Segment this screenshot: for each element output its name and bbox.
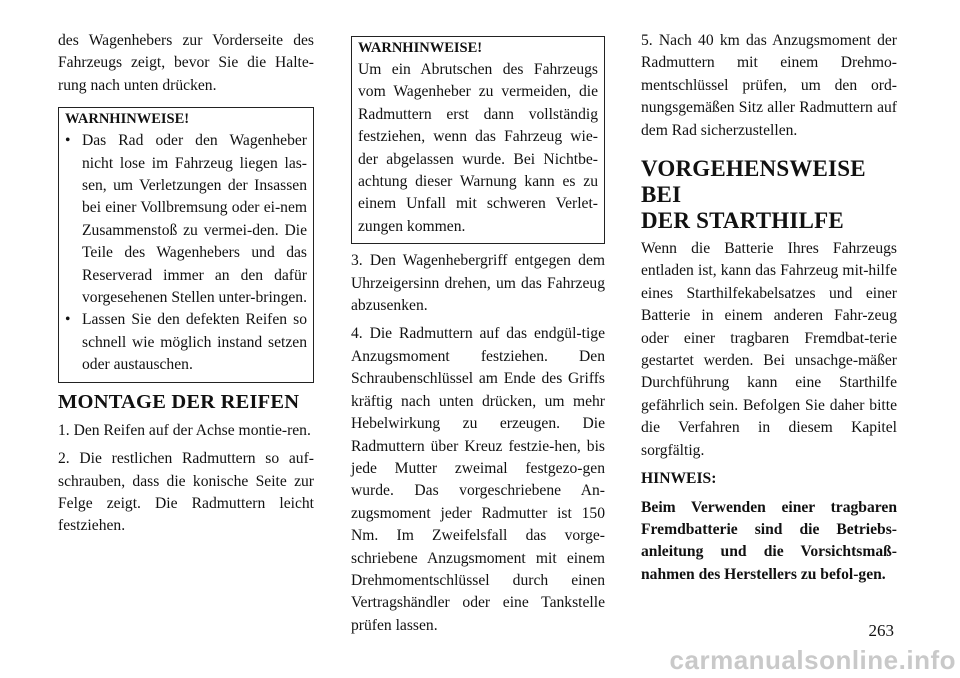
step-paragraph: 5. Nach 40 km das Anzugsmoment der Radmuttern mit einem Drehmo-mentschlüssel prüfen, um den ord-nungsgemäßen Sitz aller Radmuttern auf dem Rad sicherzustellen. [641, 32, 897, 139]
bullet-icon: • [65, 311, 71, 329]
warning-text: Um ein Abrutschen des Fahrzeugs vom Wagenheber zu vermeiden, die Radmuttern erst dann vollständig festziehen, wenn das Fahrzeug wie-der abgelassen wurde. Bei Nichtbe-achtung dieser Warnung kann es zu einem Unfall mit schweren Verlet-zungen kommen. [358, 61, 598, 235]
warning-title: WARNHINWEISE! [65, 111, 190, 128]
heading-line: VORGEHENSWEISE BEI [641, 156, 866, 208]
warning-box-tools [58, 107, 314, 382]
note-text: Beim Verwenden einer tragbaren Fremdbatterie sind die Betriebs-anleitung und die Vorsichtsmaß-nahmen des Herstellers zu befol-gen. [641, 498, 897, 583]
step-paragraph: 1. Den Reifen auf der Achse montie-ren. [58, 421, 311, 439]
intro-paragraph: des Wagenhebers zur Vorderseite des Fahrzeugs zeigt, bevor Sie die Halte-rung nach unten drücken. [58, 32, 314, 94]
step-paragraph: 3. Den Wagenhebergriff entgegen dem Uhrzeigersinn drehen, um das Fahrzeug abzusenken. [351, 252, 605, 315]
warning-item [65, 130, 307, 309]
warning-item-text: Lassen Sie den defekten Reifen so schnell wie möglich instand setzen oder austauschen. [82, 311, 307, 374]
bullet-icon: • [65, 132, 71, 150]
heading-line: DER STARTHILFE [641, 208, 844, 234]
column-left [58, 30, 314, 544]
section-heading-tire-mounting: MONTAGE DER REIFEN [58, 390, 300, 413]
warning-item [65, 309, 307, 376]
step-paragraph: 4. Die Radmuttern auf das endgül-tige Anzugsmoment festziehen. Den Schraubenschlüssel am Ende des Griffs kräftig nach unten drücken, um mehr Hebelwirkung zu erzeugen. Die Radmuttern über Kreuz festzie-hen, bis jede Mutter zweimal festgezo-gen wurde. Das vorgeschriebene An-zugsmoment jeder Radmutter ist 150 Nm. Im Zweifelsfall das vorge-schriebene Anzugsmoment mit einem Drehmomentschlüssel durch einen Vertragshändler oder eine Tankstelle prüfen lassen. [351, 325, 605, 634]
warning-title: WARNHINWEISE! [358, 40, 483, 56]
warning-list [65, 130, 307, 376]
watermark: carmanualsonline.info [669, 645, 956, 675]
jump-start-paragraph: Wenn die Batterie Ihres Fahrzeugs entladen ist, kann das Fahrzeug mit-hilfe eines Starthilfekabelsatzes und einer Batterie in einem anderen Fahr-zeug oder einer tragbaren Fremdbat-terie gestartet werden. Bei unsachge-mäßer Durchführung kann eine Starthilfe gefährlich sein. Befolgen Sie daher bitte die Verfahren in diesem Kapitel sorgfältig. [641, 240, 897, 459]
section-heading-jump-start [641, 156, 897, 234]
column-right [641, 30, 897, 592]
note-title: HINWEIS: [641, 470, 717, 488]
column-middle [351, 30, 605, 643]
warning-item-text: Das Rad oder den Wagenheber nicht lose im Fahrzeug liegen las-sen, um Verletzungen der Insassen bei einer Vollbremsung oder ei-nem Zusammenstoß zu vermei-den. Die Teile des Wagenhebers und das Reserverad immer an den dafür vorgesehenen Stellen unter-bringen. [82, 132, 308, 307]
page-number: 263 [868, 621, 894, 640]
step-paragraph: 2. Die restlichen Radmuttern so auf-schrauben, dass die konische Seite zur Felge zeigt. Die Radmuttern leicht festziehen. [58, 450, 314, 535]
warning-box-lowering [351, 36, 605, 244]
